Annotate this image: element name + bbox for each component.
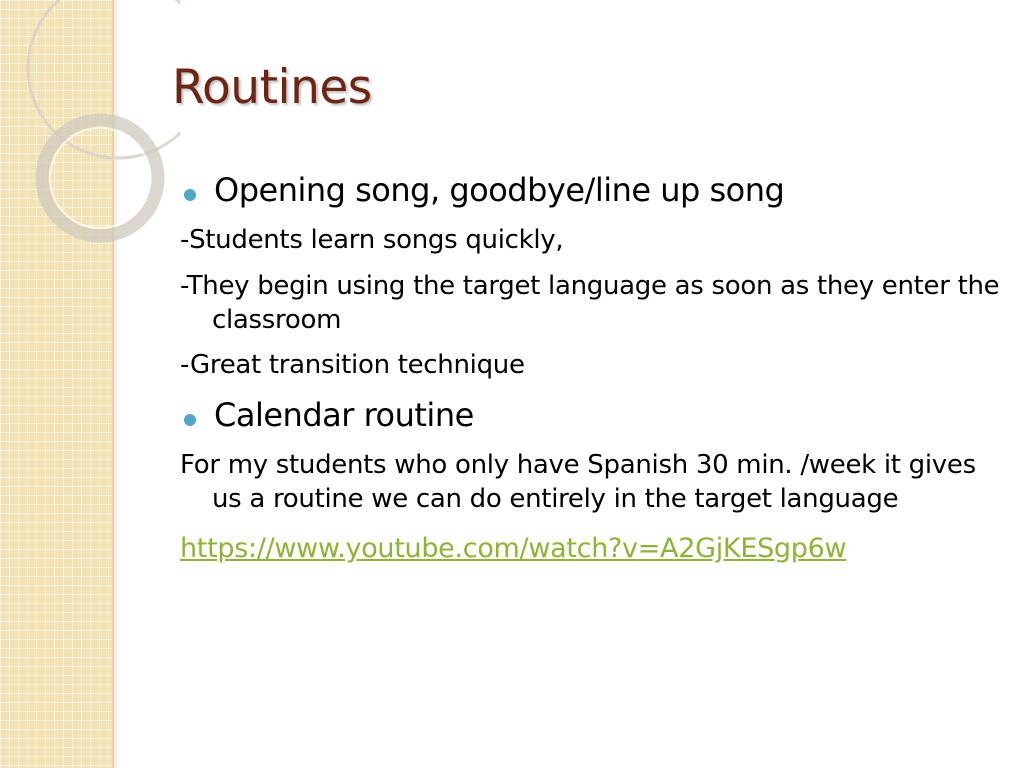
bullet-dot-icon — [184, 414, 196, 426]
decorative-ring-small-inner — [50, 128, 150, 228]
bullet-text: Calendar routine — [214, 396, 474, 435]
sub-item-transition: -Great transition technique — [180, 350, 525, 381]
bullet-dot-icon — [184, 189, 196, 201]
sub-item-learn-songs: -Students learn songs quickly, — [180, 225, 564, 255]
sub-item-calendar-description: For my students who only have Spanish 30 min. /week it gives us a routine we can do entirely in the target language — [180, 450, 976, 514]
youtube-link[interactable]: https://www.youtube.com/watch?v=A2GjKESgp6w — [180, 532, 847, 564]
slide-body — [180, 170, 1000, 566]
slide-title: Routines — [172, 60, 372, 115]
bullet-text: Opening song, goodbye/line up song — [214, 171, 785, 209]
bullet-item-calendar-routine — [180, 395, 1000, 435]
decorative-ring-large — [28, 0, 180, 158]
decorative-ring-small — [42, 120, 158, 236]
bullet-item-opening-song — [180, 170, 1000, 210]
sub-item-target-language: -They begin using the target language as soon as they enter the classroom — [180, 270, 1000, 335]
decorative-rings — [0, 0, 180, 260]
